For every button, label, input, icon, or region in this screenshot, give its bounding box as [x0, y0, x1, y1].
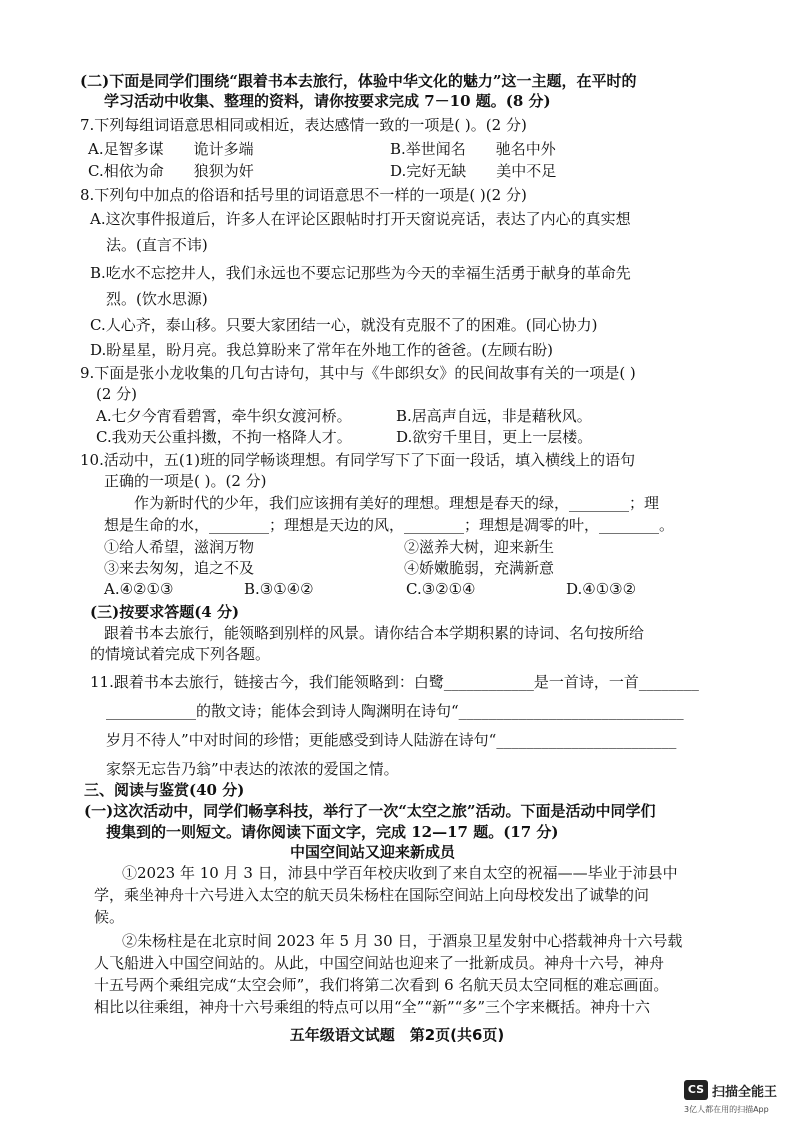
text-line: 想是生命的水，________；理想是天边的风，________；理想是凋零的叶，________。 — [104, 516, 675, 534]
text-line: 跟着书本去旅行，能领略到别样的风景。请你结合本学期积累的诗词、名句按所给 — [104, 624, 645, 642]
text-line: 家祭无忘告乃翁”中表达的浓浓的爱国之情。 — [106, 760, 399, 778]
text-line: ①给人希望，滋润万物 — [104, 538, 255, 556]
text-line: 三、阅读与鉴赏(40 分) — [84, 781, 245, 799]
text-line: C.人心齐，泰山移。只要大家团结一心，就没有克服不了的困难。(同心协力) — [90, 316, 598, 334]
text-line: 的情境试着完成下列各题。 — [90, 645, 271, 663]
text-line: ②朱杨柱是在北京时间 2023 年 5 月 30 日，于酒泉卫星发射中心搭载神舟十六号载 — [122, 932, 683, 950]
camscanner-logo-icon: CS — [684, 1080, 708, 1100]
text-line: 相比以往乘组，神舟十六号乘组的特点可以用“全”“新”“多”三个字来概括。神舟十六 — [94, 998, 651, 1016]
text-line: ①2023 年 10 月 3 日，沛县中学百年校庆收到了来自太空的祝福——毕业于沛县中 — [122, 864, 678, 882]
text-line: (三)按要求答题(4 分) — [90, 603, 240, 621]
text-line: B.③①④② — [244, 580, 314, 598]
text-line: 8.下列句中加点的俗语和括号里的词语意思不一样的一项是( )(2 分) — [80, 186, 527, 204]
text-line: ____________的散文诗；能体会到诗人陶渊明在诗句“______________________________ — [106, 702, 684, 720]
text-line: 候。 — [94, 908, 125, 926]
text-line: 十五号两个乘组完成“太空会师”，我们将第二次看到 6 名航天员太空同框的难忘画面。 — [94, 976, 669, 994]
text-line: B.吃水不忘挖井人，我们永远也不要忘记那些为今天的幸福生活勇于献身的革命先 — [90, 264, 631, 282]
text-line: ②滋养大树，迎来新生 — [404, 538, 555, 556]
text-line: 岁月不待人”中对时间的珍惜；更能感受到诗人陆游在诗句“________________________ — [106, 731, 677, 749]
text-line: (二)下面是同学们围绕“跟着书本去旅行，体验中华文化的魅力”这一主题，在平时的 — [80, 72, 637, 90]
text-line: 人飞船进入中国空间站的。从此，中国空间站也迎来了一批新成员。神舟十六号，神舟 — [94, 954, 665, 972]
watermark-tagline: 3亿人都在用的扫描App — [684, 1105, 769, 1114]
text-line: B.居高声自远，非是藉秋风。 — [396, 407, 592, 425]
watermark-name: 扫描全能王 — [712, 1085, 778, 1100]
text-line: 7.下列每组词语意思相同或相近，表达感情一致的一项是( )。(2 分) — [80, 116, 527, 134]
text-line: A.④②①③ — [104, 580, 174, 598]
text-line: D.盼星星，盼月亮。我总算盼来了常年在外地工作的爸爸。(左顾右盼) — [90, 341, 553, 359]
text-line: (一)这次活动中，同学们畅享科技，举行了一次“太空之旅”活动。下面是活动中同学们 — [84, 802, 656, 820]
text-line: C.相依为命 狼狈为奸 — [88, 162, 254, 180]
text-line: 烈。(饮水思源) — [106, 290, 208, 308]
article-title: 中国空间站又迎来新成员 — [290, 843, 456, 861]
text-line: 搜集到的一则短文。请你阅读下面文字，完成 12—17 题。(17 分) — [106, 823, 559, 841]
text-line: D.④①③② — [566, 580, 637, 598]
text-line: ③来去匆匆，追之不及 — [104, 559, 255, 577]
text-line: A.七夕今宵看碧霄，牵牛织女渡河桥。 — [96, 407, 352, 425]
text-line: 学习活动中收集、整理的资料，请你按要求完成 7－10 题。(8 分) — [104, 92, 551, 110]
page-footer: 五年级语文试题 第2页(共6页) — [289, 1026, 505, 1044]
text-line: 9.下面是张小龙收集的几句古诗句，其中与《牛郎织女》的民间故事有关的一项是( ) — [80, 364, 636, 382]
text-line: 学，乘坐神舟十六号进入太空的航天员朱杨柱在国际空间站上向母校发出了诚挚的问 — [94, 886, 650, 904]
text-line: C.③②①④ — [406, 580, 476, 598]
text-line: D.完好无缺 美中不足 — [390, 162, 557, 180]
text-line: B.举世闻名 驰名中外 — [390, 140, 556, 158]
text-line: C.我劝天公重抖擞，不拘一格降人才。 — [96, 428, 352, 446]
text-line: D.欲穷千里目，更上一层楼。 — [396, 428, 593, 446]
text-line: (2 分) — [96, 385, 138, 403]
text-line: 10.活动中，五(1)班的同学畅谈理想。有同学写下了下面一段话，填入横线上的语句 — [80, 451, 636, 469]
text-line: 正确的一项是( )。(2 分) — [104, 472, 267, 490]
text-line: 作为新时代的少年，我们应该拥有美好的理想。理想是春天的绿，________；理 — [134, 494, 660, 512]
text-line: A.足智多谋 诡计多端 — [88, 140, 254, 158]
text-line: 法。(直言不讳) — [106, 236, 208, 254]
text-line: 11.跟着书本去旅行，链接古今，我们能领略到：白鹭____________是一首诗，一首________ — [90, 673, 699, 691]
text-line: A.这次事件报道后，许多人在评论区跟帖时打开天窗说亮话，表达了内心的真实想 — [90, 210, 631, 228]
text-line: ④娇嫩脆弱，充满新意 — [404, 559, 555, 577]
